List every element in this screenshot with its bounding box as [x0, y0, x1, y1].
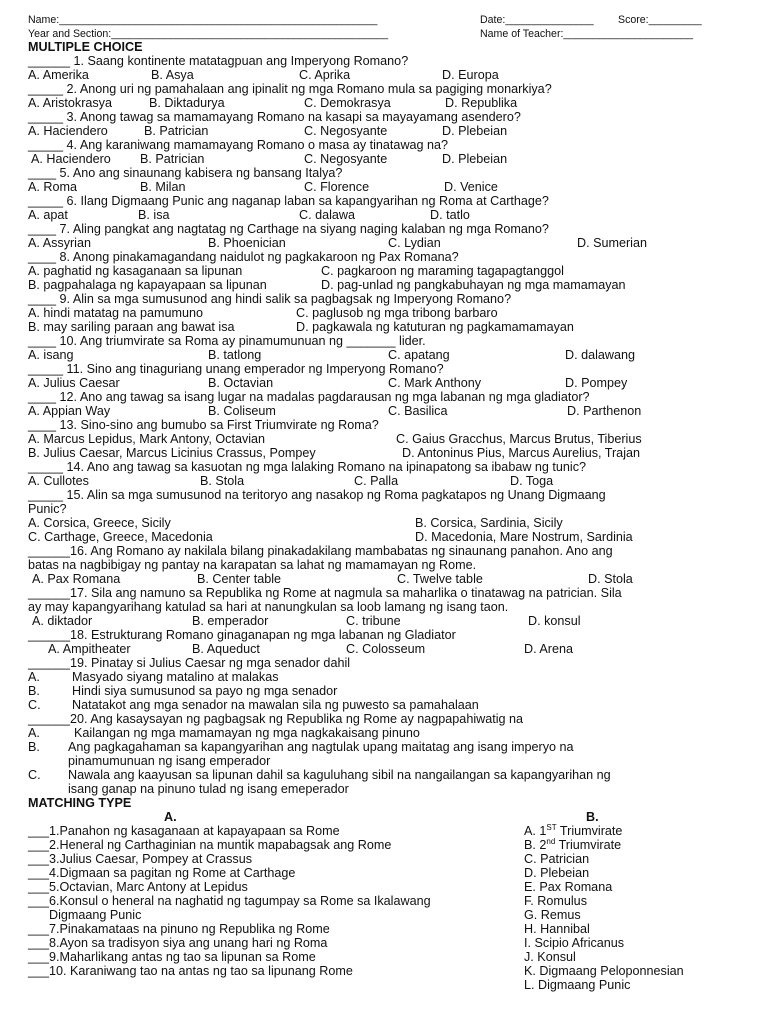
score-label: Score: [618, 14, 649, 26]
ordinal-suffix: ST [546, 823, 557, 832]
header-name-row [28, 14, 740, 27]
choice-text: B. 2 [524, 838, 547, 852]
question-7: ____ 7. Aling pangkat ang nagtatag ng Carthage na siyang naging kalaban ng mga Romano? [28, 222, 549, 236]
option[interactable]: A. apat [28, 208, 68, 222]
matching-item[interactable]: ___7.Pinakamataas na pinuno ng Republika ng Rome [28, 922, 330, 936]
option-key: C. [28, 768, 41, 782]
option[interactable]: A. Assyrian [28, 236, 91, 250]
option[interactable]: D. Stola [588, 572, 633, 586]
matching-choice [524, 950, 744, 964]
option-text: Masyado siyang matalino at malakas [72, 670, 279, 684]
option[interactable]: B. may sariling paraan ang bawat isa [28, 320, 235, 334]
option[interactable]: D. Arena [524, 642, 574, 656]
option[interactable]: B. Patrician [144, 124, 209, 138]
question-18: ______18. Estrukturang Romano ginaganapan ng mga labanan ng Gladiator [28, 628, 456, 642]
name-line[interactable]: ______________________________________________________ [59, 14, 378, 26]
question-20: ______20. Ang kasaysayan ng pagbagsak ng Republika ng Rome ay nagpapahiwatig na [28, 712, 524, 726]
question-1: ______ 1. Saang kontinente matatagpuan ang Imperyong Romano? [28, 54, 409, 68]
option[interactable]: B. Corsica, Sardinia, Sicily [415, 516, 563, 530]
date-label: Date: [480, 14, 506, 26]
matching-item[interactable]: ___3.Julius Caesar, Pompey at Crassus [28, 852, 252, 866]
option-text: isang ganap na pinuno tulad ng isang emeperador [68, 782, 349, 796]
option[interactable]: A. Pax Romana [32, 572, 121, 586]
option[interactable]: A. isang [28, 348, 74, 362]
option-key: C. [28, 698, 41, 712]
option[interactable]: B. tatlong [208, 348, 262, 362]
option[interactable]: B. Milan [140, 180, 186, 194]
question-6: _____ 6. Ilang Digmaang Punic ang naganap laban sa kapangyarihan ng Roma at Carthage? [28, 194, 549, 208]
matching-item[interactable]: ___6.Konsul o heneral na naghatid ng tagumpay sa Rome sa Ikalawang [28, 894, 431, 908]
option[interactable]: C. Lydian [388, 236, 441, 250]
option[interactable]: D. Plebeian [442, 124, 508, 138]
question-3: _____ 3. Anong tawag sa mamamayang Romano na kasapi sa mayayamang asendero? [28, 110, 521, 124]
question-16: ______16. Ang Romano ay nakilala bilang pinakadakilang mambabatas ng sinaunang panahon. Ano ang [28, 544, 613, 558]
option[interactable]: A. diktador [32, 614, 93, 628]
option[interactable]: A. paghatid ng kasaganaan sa lipunan [28, 264, 243, 278]
option[interactable]: C. Mark Anthony [388, 376, 482, 390]
option[interactable]: B. pagpahalaga ng kapayapaan sa lipunan [28, 278, 267, 292]
matching-choice [524, 964, 744, 978]
option-key: B. [28, 684, 40, 698]
option[interactable]: B. Diktadurya [149, 96, 225, 110]
matching-choice [524, 838, 744, 852]
name-label: Name: [28, 14, 60, 26]
question-2: _____ 2. Anong uri ng pamahalaan ang ipinalit ng mga Romano mula sa pagiging monarkiya? [28, 82, 552, 96]
question-10: ____ 10. Ang triumvirate sa Roma ay pinamumunuan ng _______ lider. [28, 334, 426, 348]
option[interactable]: C. Palla [354, 474, 399, 488]
matching-item[interactable]: ___10. Karaniwang tao na antas ng tao sa lipunang Rome [28, 964, 353, 978]
option-key: A. [28, 670, 40, 684]
section-label: Year and Section: [28, 28, 112, 40]
option[interactable]: C. Twelve table [397, 572, 483, 586]
option[interactable]: B. Aqueduct [192, 642, 260, 656]
option[interactable]: D. Plebeian [442, 152, 508, 166]
choice-text: G. Remus [524, 908, 581, 922]
option[interactable]: A. hindi matatag na pamumuno [28, 306, 204, 320]
option-text: Natatakot ang mga senador na mawalan sila ng puwesto sa pamahalaan [72, 698, 479, 712]
choice-text: L. Digmaang Punic [524, 978, 631, 992]
choice-text: D. Plebeian [524, 866, 590, 880]
option[interactable]: A. Appian Way [28, 404, 111, 418]
option[interactable]: B. Asya [151, 68, 194, 82]
question-15: _____ 15. Alin sa mga sumusunod na teritoryo ang nasakop ng Roma pagkatapos ng Unang Digmaang [28, 488, 606, 502]
option[interactable]: D. Parthenon [567, 404, 642, 418]
choice-text-rest: Triumvirate [555, 838, 622, 852]
matching-choice [524, 894, 744, 908]
matching-choice [524, 824, 744, 838]
matching-item[interactable]: ___1.Panahon ng kasaganaan at kapayapaan sa Rome [28, 824, 340, 838]
teacher-label: Name of Teacher: [480, 28, 564, 40]
question-17: ______17. Sila ang namuno sa Republika ng Rome at nagmula sa maharlika o tinatawag na patrician. Sila [28, 586, 622, 600]
teacher-line[interactable]: ______________________ [563, 28, 694, 40]
choice-text: H. Hannibal [524, 922, 590, 936]
choice-text: C. Patrician [524, 852, 590, 866]
option[interactable]: A. Haciendero [28, 124, 108, 138]
choice-text: K. Digmaang Peloponnesian [524, 964, 684, 978]
option[interactable]: C. Demokrasya [304, 96, 391, 110]
question-17-cont: ay may kapangyarihang katulad sa hari at nanungkulan sa loob lamang ng isang taon. [28, 600, 509, 614]
option[interactable]: C. pagkaroon ng maraming tagapagtanggol [321, 264, 564, 278]
option[interactable]: D. pagkawala ng katuturan ng pagkamamamayan [296, 320, 574, 334]
ordinal-suffix: nd [546, 837, 556, 846]
option[interactable]: C. Carthage, Greece, Macedonia [28, 530, 213, 544]
score-line[interactable]: _________ [648, 14, 702, 26]
option[interactable]: D. Pompey [565, 376, 628, 390]
choice-text: I. Scipio Africanus [524, 936, 625, 950]
column-a-header: A. [164, 810, 177, 824]
option-text: Nawala ang kaayusan sa lipunan dahil sa kaguluhang sibil na nangailangan sa kapangyarihan ng [68, 768, 611, 782]
matching-type-title: MATCHING TYPE [28, 796, 132, 810]
choice-text: E. Pax Romana [524, 880, 613, 894]
option[interactable]: B. Coliseum [208, 404, 276, 418]
option[interactable]: D. dalawang [565, 348, 636, 362]
option-text: Kailangan ng mga mamamayan ng mga nagkakaisang pinuno [74, 726, 420, 740]
option[interactable]: C. apatang [388, 348, 450, 362]
question-16-cont: batas na nagbibigay ng pantay na karapatan sa lahat ng mamamayan ng Rome. [28, 558, 477, 572]
option[interactable]: C. Basilica [388, 404, 448, 418]
option[interactable]: A. Haciendero [31, 152, 111, 166]
matching-choice [524, 880, 744, 894]
option[interactable]: A. Marcus Lepidus, Mark Antony, Octavian [28, 432, 266, 446]
option[interactable]: D. konsul [528, 614, 581, 628]
multiple-choice-title: MULTIPLE CHOICE [28, 40, 143, 54]
question-19: ______19. Pinatay si Julius Caesar ng mga senador dahil [28, 656, 351, 670]
question-11: _____ 11. Sino ang tinaguriang unang emperador ng Imperyong Romano? [28, 362, 444, 376]
option-text: Hindi siya sumusunod sa payo ng mga senador [72, 684, 338, 698]
date-field[interactable] [480, 14, 594, 27]
option[interactable]: A. Cullotes [28, 474, 89, 488]
question-8: ____ 8. Anong pinakamagandang naidulot ng pagkakaroon ng Pax Romana? [28, 250, 459, 264]
option[interactable]: A. Aristokrasya [28, 96, 112, 110]
option[interactable]: D. Toga [510, 474, 554, 488]
option-key: B. [28, 740, 40, 754]
matching-choice [524, 852, 744, 866]
option[interactable]: C. Florence [304, 180, 370, 194]
section-line[interactable]: _______________________________________________ [111, 28, 389, 40]
option[interactable]: C. Aprika [299, 68, 351, 82]
option-key: A. [28, 726, 40, 740]
matching-choice [524, 908, 744, 922]
option-text: Ang pagkagahaman sa kapangyarihan ang nagtulak upang maitatag ang isang imperyo na [68, 740, 574, 754]
option[interactable]: B. Octavian [208, 376, 274, 390]
option[interactable]: C. tribune [346, 614, 401, 628]
option[interactable]: B. isa [138, 208, 170, 222]
option[interactable]: D. pag-unlad ng pangkabuhayan ng mga mamamayan [321, 278, 626, 292]
option[interactable]: C. Negosyante [304, 124, 388, 138]
matching-item[interactable]: ___2.Heneral ng Carthaginian na muntik mapabagsak ang Rome [28, 838, 392, 852]
option[interactable]: C. Negosyante [304, 152, 388, 166]
option[interactable]: A. Corsica, Greece, Sicily [28, 516, 171, 530]
matching-choice [524, 922, 744, 936]
option[interactable]: C. dalawa [299, 208, 356, 222]
option[interactable]: D. Europa [442, 68, 499, 82]
column-b-header: B. [586, 810, 599, 824]
question-12: ____ 12. Ano ang tawag sa isang lugar na madalas pagdarausan ng mga labanan ng mga gladiator? [28, 390, 590, 404]
option[interactable]: D. tatlo [430, 208, 470, 222]
choice-text-rest: Triumvirate [556, 824, 623, 838]
question-13: ____ 13. Sino-sino ang bumubo sa First Triumvirate ng Roma? [28, 418, 379, 432]
option[interactable]: C. Gaius Gracchus, Marcus Brutus, Tiberius [396, 432, 642, 446]
matching-item[interactable]: ___4.Digmaan sa pagitan ng Rome at Carthage [28, 866, 296, 880]
question-5: ____ 5. Ano ang sinaunang kabisera ng bansang Italya? [28, 166, 343, 180]
question-15-cont: Punic? [28, 502, 67, 516]
option[interactable]: A. Roma [28, 180, 77, 194]
option[interactable]: A. Ampitheater [48, 642, 131, 656]
option[interactable]: C. paglusob ng mga tribong barbaro [296, 306, 498, 320]
matching-item[interactable]: Digmaang Punic [28, 908, 142, 922]
option[interactable]: D. Republika [445, 96, 518, 110]
matching-item[interactable]: ___8.Ayon sa tradisyon siya ang unang hari ng Roma [28, 936, 328, 950]
option[interactable]: D. Antoninus Pius, Marcus Aurelius, Trajan [402, 446, 640, 460]
matching-choice [524, 978, 744, 992]
option[interactable]: B. Center table [197, 572, 282, 586]
choice-text: J. Konsul [524, 950, 576, 964]
question-14: _____ 14. Ano ang tawag sa kasuotan ng mga lalaking Romano na ipinapatong sa ibabaw ng tunic? [28, 460, 587, 474]
option[interactable]: B. Phoenician [208, 236, 286, 250]
option[interactable]: A. Amerika [28, 68, 89, 82]
option[interactable]: B. Stola [200, 474, 245, 488]
option[interactable]: D. Sumerian [577, 236, 647, 250]
option[interactable]: C. Colosseum [346, 642, 426, 656]
matching-choice [524, 936, 744, 950]
option[interactable]: B. Julius Caesar, Marcus Licinius Crassus, Pompey [28, 446, 316, 460]
question-4: _____ 4. Ang karaniwang mamamayang Romano o masa ay tinatawag na? [28, 138, 449, 152]
date-line[interactable]: _______________ [505, 14, 594, 26]
choice-text: F. Romulus [524, 894, 587, 908]
option[interactable]: D. Venice [444, 180, 498, 194]
option[interactable]: A. Julius Caesar [28, 376, 120, 390]
option[interactable]: B. Patrician [140, 152, 205, 166]
score-field[interactable] [618, 14, 702, 27]
matching-item[interactable]: ___5.Octavian, Marc Antony at Lepidus [28, 880, 248, 894]
choice-text: A. 1 [524, 824, 547, 838]
matching-item[interactable]: ___9.Maharlikang antas ng tao sa lipunan sa Rome [28, 950, 316, 964]
matching-choice [524, 866, 744, 880]
question-9: ____ 9. Alin sa mga sumusunod ang hindi salik sa pagbagsak ng Imperyong Romano? [28, 292, 512, 306]
option[interactable]: B. emperador [192, 614, 269, 628]
option[interactable]: D. Macedonia, Mare Nostrum, Sardinia [415, 530, 633, 544]
option-text: pinamumunuan ng isang emperador [68, 754, 271, 768]
